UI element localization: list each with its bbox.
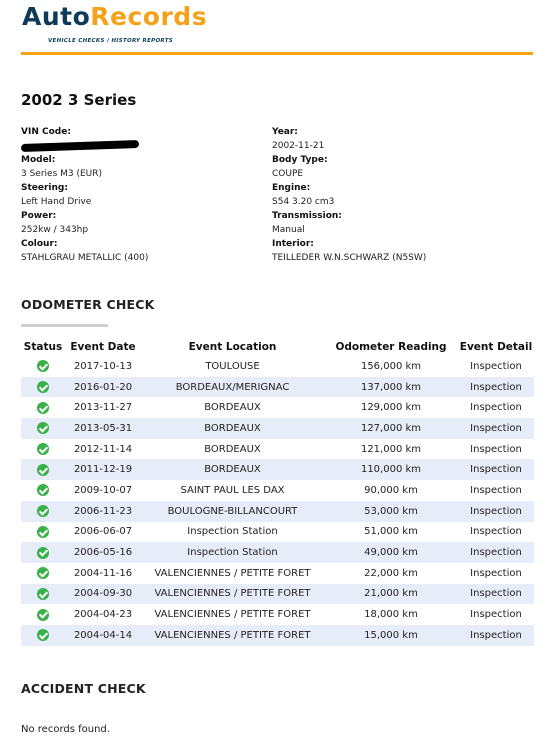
event-detail-cell: Inspection xyxy=(470,484,522,496)
status-cell xyxy=(21,542,65,563)
year-label: Year: xyxy=(272,127,298,137)
event-date-cell: 2004-04-14 xyxy=(65,625,141,646)
event-date-cell: 2016-01-20 xyxy=(65,377,141,398)
status-cell xyxy=(21,397,65,418)
power-label: Power: xyxy=(21,211,57,221)
event-location-cell: BORDEAUX/MERIGNAC xyxy=(141,377,324,398)
event-location-cell: SAINT PAUL LES DAX xyxy=(180,484,285,496)
check-circle-icon xyxy=(37,505,49,517)
event-date-cell: 2009-10-07 xyxy=(73,484,133,496)
table-row xyxy=(21,604,534,625)
steering-label: Steering: xyxy=(21,183,68,193)
header-event-detail: Event Detail xyxy=(459,341,533,353)
check-circle-icon xyxy=(37,402,49,414)
event-date-cell: 2017-10-13 xyxy=(73,360,133,372)
table-row xyxy=(21,459,534,480)
odometer-reading-cell: 18,000 km xyxy=(364,609,418,621)
event-date-cell: 2006-11-23 xyxy=(65,501,141,522)
header-event-date: Event Date xyxy=(70,341,136,353)
event-date-cell: 2013-05-31 xyxy=(65,418,141,439)
check-circle-icon xyxy=(37,443,49,455)
event-date-cell: 2006-05-16 xyxy=(65,542,141,563)
event-location-cell: BORDEAUX xyxy=(204,402,261,414)
check-circle-icon xyxy=(37,588,49,600)
event-detail-cell: Inspection xyxy=(458,625,534,646)
logo-records: Records xyxy=(90,2,208,31)
header-event-location: Event Location xyxy=(188,341,277,353)
event-date-cell: 2004-04-23 xyxy=(73,609,133,621)
check-circle-icon xyxy=(37,547,49,559)
colour-label: Colour: xyxy=(21,239,58,249)
status-cell xyxy=(21,625,65,646)
status-cell xyxy=(21,604,65,625)
event-detail-cell: Inspection xyxy=(470,567,522,579)
status-cell xyxy=(21,522,65,543)
table-row xyxy=(21,542,534,563)
check-circle-icon xyxy=(37,526,49,538)
event-detail-cell: Inspection xyxy=(458,459,534,480)
event-detail-cell: Inspection xyxy=(470,360,522,372)
event-detail-cell: Inspection xyxy=(458,542,534,563)
year-value: 2002-11-21 xyxy=(272,141,325,151)
check-circle-icon xyxy=(37,381,49,393)
status-cell xyxy=(21,584,65,605)
event-detail-cell: Inspection xyxy=(458,584,534,605)
logo-auto: Auto xyxy=(22,2,91,31)
event-location-cell: VALENCIENNES / PETITE FORET xyxy=(141,625,324,646)
interior-value: TEILLEDER W.N.SCHWARZ (N5SW) xyxy=(272,253,427,263)
engine-label: Engine: xyxy=(272,183,311,193)
odometer-reading-cell: 110,000 km xyxy=(324,459,458,480)
event-detail-cell: Inspection xyxy=(458,418,534,439)
odometer-reading-cell: 137,000 km xyxy=(324,377,458,398)
power-value: 252kw / 343hp xyxy=(21,225,89,235)
table-row xyxy=(21,418,534,439)
model-label: Model: xyxy=(21,155,56,165)
vehicle-details-right xyxy=(272,125,426,265)
table-row xyxy=(21,501,534,522)
header-odometer-reading: Odometer Reading xyxy=(335,341,447,353)
event-date-cell: 2011-12-19 xyxy=(65,459,141,480)
transmission-value: Manual xyxy=(272,225,305,235)
vehicle-title: 2002 3 Series xyxy=(21,91,137,109)
status-cell xyxy=(21,563,65,584)
accident-no-records: No records found. xyxy=(21,724,110,735)
status-cell xyxy=(21,356,65,377)
table-row xyxy=(21,522,534,543)
odometer-reading-cell: 53,000 km xyxy=(324,501,458,522)
transmission-label: Transmission: xyxy=(272,211,342,221)
body-type-label: Body Type: xyxy=(272,155,328,165)
odometer-header-row xyxy=(21,338,534,356)
steering-value: Left Hand Drive xyxy=(21,197,92,207)
event-location-cell: BORDEAUX xyxy=(141,459,324,480)
table-row xyxy=(21,377,534,398)
odometer-title-underline xyxy=(21,324,108,327)
event-location-cell: VALENCIENNES / PETITE FORET xyxy=(154,609,311,621)
vin-label: VIN Code: xyxy=(21,127,71,137)
check-circle-icon xyxy=(37,422,49,434)
engine-value: S54 3.20 cm3 xyxy=(272,197,335,207)
odometer-reading-cell: 22,000 km xyxy=(364,567,418,579)
status-cell xyxy=(21,501,65,522)
event-detail-cell: Inspection xyxy=(458,377,534,398)
event-detail-cell: Inspection xyxy=(470,526,522,538)
odometer-reading-cell: 90,000 km xyxy=(364,484,418,496)
table-row xyxy=(21,356,534,377)
event-location-cell: VALENCIENNES / PETITE FORET xyxy=(141,584,324,605)
event-date-cell: 2004-09-30 xyxy=(65,584,141,605)
event-detail-cell: Inspection xyxy=(470,443,522,455)
event-date-cell: 2013-11-27 xyxy=(73,402,133,414)
interior-label: Interior: xyxy=(272,239,314,249)
table-row xyxy=(21,625,534,646)
event-location-cell: VALENCIENNES / PETITE FORET xyxy=(154,567,311,579)
status-cell xyxy=(21,459,65,480)
colour-value: STAHLGRAU METALLIC (400) xyxy=(21,253,149,263)
odometer-table xyxy=(21,338,534,646)
event-location-cell: TOULOUSE xyxy=(205,360,260,372)
table-row xyxy=(21,397,534,418)
status-cell xyxy=(21,377,65,398)
body-type-value: COUPE xyxy=(272,169,304,179)
vin-redaction xyxy=(21,139,139,151)
odometer-section-title: ODOMETER CHECK xyxy=(21,297,155,312)
odometer-reading-cell: 21,000 km xyxy=(324,584,458,605)
odometer-reading-cell: 49,000 km xyxy=(324,542,458,563)
table-row xyxy=(21,563,534,584)
odometer-reading-cell: 15,000 km xyxy=(324,625,458,646)
vin-value xyxy=(21,139,148,153)
vehicle-details-left xyxy=(21,125,148,265)
table-row xyxy=(21,480,534,501)
accident-section-title: ACCIDENT CHECK xyxy=(21,681,146,696)
check-circle-icon xyxy=(37,567,49,579)
status-cell xyxy=(21,439,65,460)
odometer-reading-cell: 121,000 km xyxy=(360,443,422,455)
odometer-reading-cell: 51,000 km xyxy=(364,526,418,538)
logo-tagline: VEHICLE CHECKS / HISTORY REPORTS xyxy=(48,38,174,44)
logo xyxy=(22,2,207,31)
event-location-cell: BORDEAUX xyxy=(204,443,261,455)
check-circle-icon xyxy=(37,484,49,496)
event-location-cell: BORDEAUX xyxy=(141,418,324,439)
event-location-cell: Inspection Station xyxy=(141,542,324,563)
table-row xyxy=(21,439,534,460)
event-date-cell: 2012-11-14 xyxy=(73,443,133,455)
odometer-reading-cell: 127,000 km xyxy=(324,418,458,439)
header-status: Status xyxy=(23,341,63,353)
status-cell xyxy=(21,418,65,439)
check-circle-icon xyxy=(37,629,49,641)
header-divider xyxy=(21,52,533,55)
event-detail-cell: Inspection xyxy=(470,609,522,621)
status-cell xyxy=(21,480,65,501)
odometer-table-body xyxy=(21,356,534,646)
event-location-cell: Inspection Station xyxy=(187,526,278,538)
table-row xyxy=(21,584,534,605)
model-value: 3 Series M3 (EUR) xyxy=(21,169,103,179)
event-detail-cell: Inspection xyxy=(458,501,534,522)
check-circle-icon xyxy=(37,464,49,476)
event-date-cell: 2006-06-07 xyxy=(73,526,133,538)
check-circle-icon xyxy=(37,360,49,372)
event-location-cell: BOULOGNE-BILLANCOURT xyxy=(141,501,324,522)
odometer-reading-cell: 129,000 km xyxy=(360,402,422,414)
odometer-reading-cell: 156,000 km xyxy=(360,360,422,372)
check-circle-icon xyxy=(37,609,49,621)
event-date-cell: 2004-11-16 xyxy=(73,567,133,579)
event-detail-cell: Inspection xyxy=(470,402,522,414)
